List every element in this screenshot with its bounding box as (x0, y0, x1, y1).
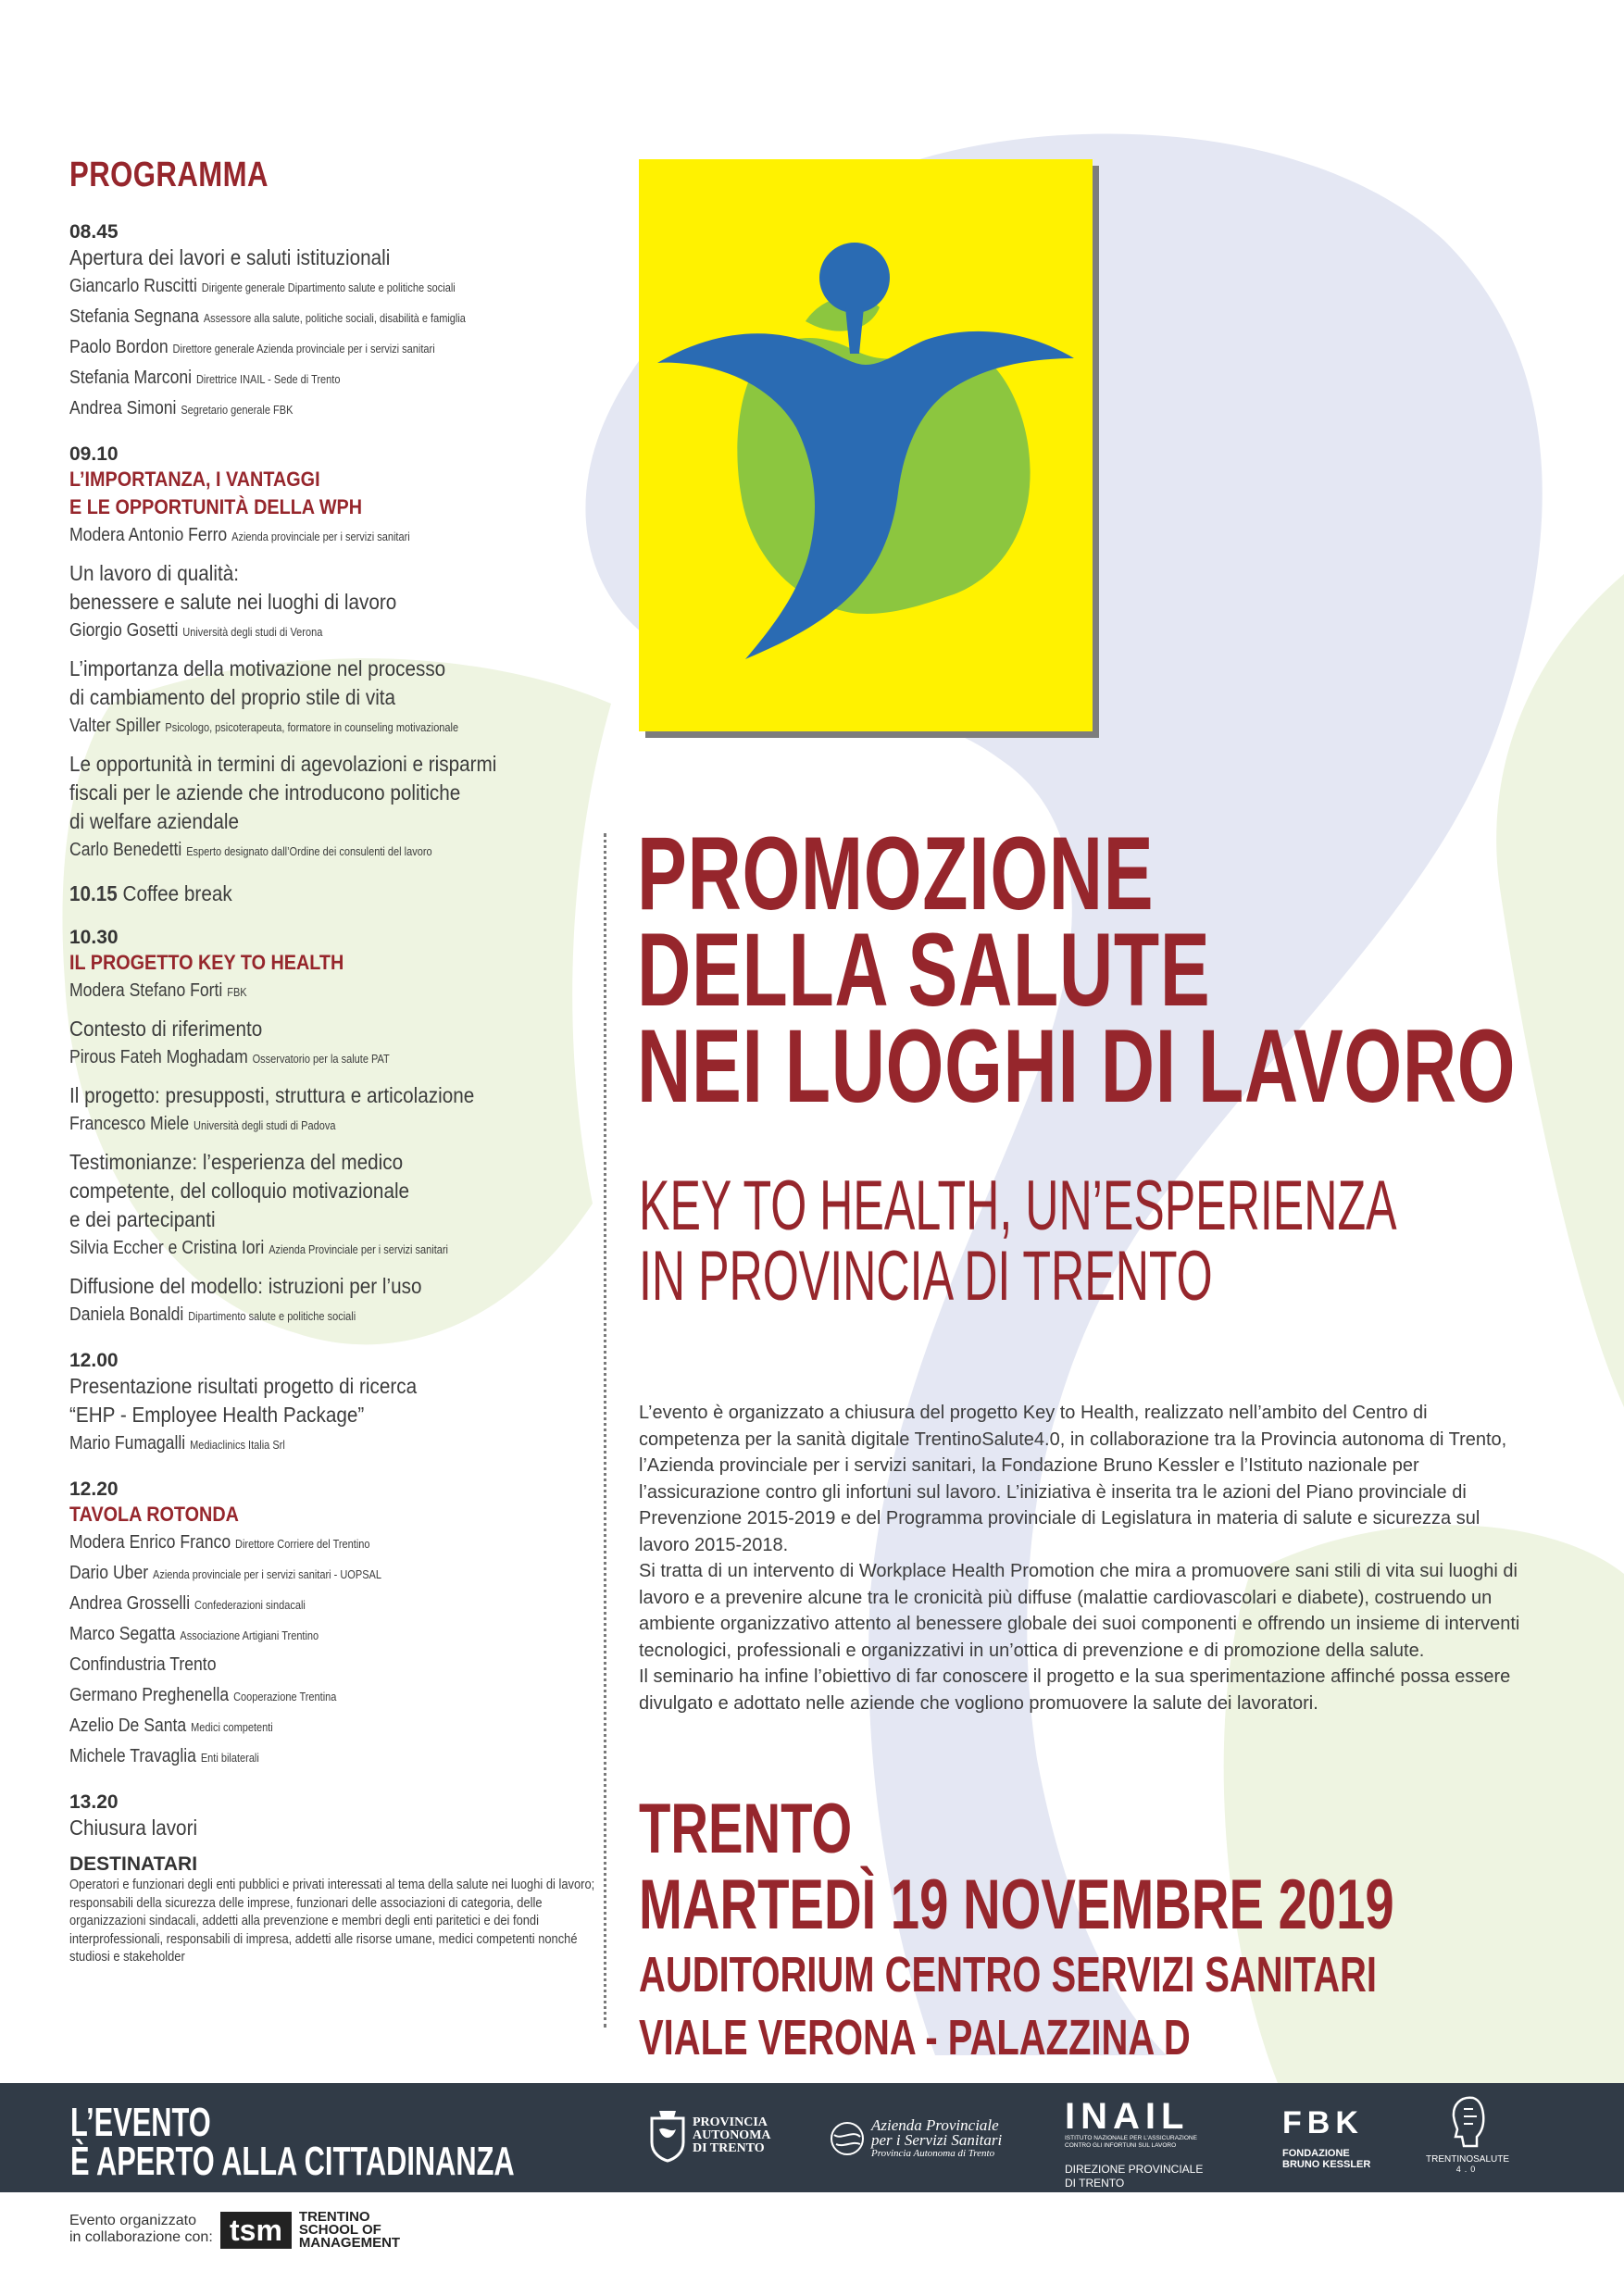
talk-title: e dei partecipanti (69, 1207, 216, 1231)
trentino-salute-logo: TRENTINOSALUTE 4.0 (1426, 2094, 1509, 2174)
talk-title: “EHP - Employee Health Package” (69, 1403, 365, 1427)
time-1220: 12.20 (69, 1479, 119, 1500)
talk-title: Le opportunità in termini di agevolazioni e risparmi (69, 752, 497, 776)
intro-paragraph: Il seminario ha infine l’obiettivo di far conoscere il progetto e la sua sperimentazione affinché possa essere divulgato e adottato nelle aziende che vogliono promuovere la salute dei lavoratori. (639, 1666, 1511, 1714)
time-1030: 10.30 (69, 927, 119, 948)
program-block-round-table (69, 1479, 588, 1773)
session-title: Apertura dei lavori e saluti istituzionali (69, 245, 391, 269)
speaker: Pirous Fateh Moghadam Osservatorio per la salute PAT (69, 1047, 390, 1067)
fbk-mark-icon: FBK (1282, 2105, 1364, 2140)
main-title (637, 816, 1624, 1124)
talk-title: L’importanza della motivazione nel processo (69, 656, 446, 680)
speaker: Stefania Segnana Assessore alla salute, politiche sociali, disabilità e famiglia (69, 306, 466, 327)
speaker: Michele Travaglia Enti bilaterali (69, 1746, 259, 1766)
program-block-opening (69, 221, 588, 425)
section-title: TAVOLA ROTONDA (69, 1503, 239, 1526)
fbk-logo: FBK FONDAZIONE BRUNO KESSLER (1282, 2105, 1371, 2170)
time-0845: 08.45 (69, 221, 119, 243)
coffee-break: 10.15 Coffee break (69, 881, 232, 905)
talk-title: fiscali per le aziende che introducono politiche (69, 780, 461, 805)
event-date: MARTEDÌ 19 NOVEMBRE 2019 (639, 1866, 1394, 1944)
title-line: PROMOZIONE (637, 816, 1155, 931)
speaker: Mario Fumagalli Mediaclinics Italia Srl (69, 1433, 285, 1454)
speaker: Valter Spiller Psicologo, psicoterapeuta, formatore in counseling motivazionale (69, 716, 459, 736)
talk-title: Il progetto: presupposti, struttura e articolazione (69, 1083, 475, 1107)
event-address: VIALE VERONA - PALAZZINA D (639, 2010, 1191, 2065)
section-title: IL PROGETTO KEY TO HEALTH (69, 951, 344, 974)
speaker: Stefania Marconi Direttrice INAIL - Sede di Trento (69, 368, 341, 388)
time-0910: 09.10 (69, 443, 119, 465)
pat-logo: PROVINCIA AUTONOMA DI TRENTO (648, 2109, 771, 2163)
speaker: Azelio De Santa Medici competenti (69, 1716, 273, 1736)
apss-logo: Azienda Provinciale per i Servizi Sanitari Provincia Autonoma di Trento (829, 2118, 1002, 2159)
dotted-divider (604, 833, 606, 2028)
blue-neck (845, 307, 864, 354)
speaker: Andrea Grosselli Confederazioni sindacali (69, 1593, 306, 1614)
open-to-public: L’EVENTO È APERTO ALLA CITTADINANZA (70, 2100, 515, 2184)
event-city: TRENTO (639, 1790, 853, 1868)
subtitle-line: IN PROVINCIA DI TRENTO (639, 1237, 1213, 1316)
speaker: Giorgio Gosetti Università degli studi di Verona (69, 620, 323, 641)
subtitle-line: KEY TO HEALTH, UN’ESPERIENZA (639, 1167, 1397, 1245)
intro-text (639, 1400, 1528, 1716)
head-profile-icon (1449, 2094, 1486, 2150)
footer-bar (0, 2083, 1624, 2192)
figure-icon (639, 159, 1093, 731)
talk-title: Presentazione risultati progetto di ricerca (69, 1374, 418, 1398)
talk-title: competente, del colloquio motivazionale (69, 1179, 410, 1203)
talk-title: benessere e salute nei luoghi di lavoro (69, 590, 397, 614)
key-to-health-logo (639, 159, 1093, 731)
time-1200: 12.00 (69, 1350, 119, 1371)
globe-icon (829, 2120, 866, 2157)
speaker: Confindustria Trento (69, 1654, 217, 1675)
tsm-logo (220, 2211, 400, 2250)
title-line: NEI LUOGHI DI LAVORO (637, 1008, 1517, 1124)
talk-title: Testimonianze: l’esperienza del medico (69, 1150, 404, 1174)
time-1320: 13.20 (69, 1791, 119, 1813)
talk-title: Diffusione del modello: istruzioni per l’uso (69, 1274, 422, 1298)
talk-title: Un lavoro di qualità: (69, 561, 239, 585)
speaker: Carlo Benedetti Esperto designato dall’Ordine dei consulenti del lavoro (69, 840, 432, 860)
tsm-mark: tsm (220, 2212, 292, 2249)
speaker: Marco Segatta Associazione Artigiani Trentino (69, 1624, 319, 1644)
speaker: Modera Enrico Franco Direttore Corriere del Trentino (69, 1532, 370, 1553)
event-details (639, 1791, 1624, 2069)
title-line: DELLA SALUTE (637, 912, 1211, 1028)
program-block-key-to-health (69, 927, 588, 1331)
talk-title: di cambiamento del proprio stile di vita (69, 685, 396, 709)
speaker: Silvia Eccher e Cristina Iori Azienda Provinciale per i servizi sanitari (69, 1238, 448, 1258)
blue-head (819, 243, 890, 313)
program-column (69, 156, 595, 1966)
speaker: Daniela Bonaldi Dipartimento salute e politiche sociali (69, 1304, 356, 1325)
event-venue: AUDITORIUM CENTRO SERVIZI SANITARI (639, 1947, 1378, 2003)
speaker: Paolo Bordon Direttore generale Azienda provinciale per i servizi sanitari (69, 337, 435, 357)
moderator: Modera Antonio Ferro Azienda provinciale per i servizi sanitari (69, 525, 410, 545)
intro-paragraph: Si tratta di un intervento di Workplace Health Promotion che mira a promuovere sani stili di vita sui luoghi di lavoro e a prevenire alcune tra le cronicità più diffuse (malattie cardiovascolari e diabete), costruendo un ambiente organizzativo attento al benessere globale dei suoi componenti e offrendo un insieme di interventi tecnologici, professionali e organizzativi in un’ottica di prevenzione e di promozione della salute. (639, 1561, 1520, 1661)
destinatari-text: Operatori e funzionari degli enti pubblici e privati interessati al tema della salute nei luoghi di lavoro; responsabili della sicurezza delle imprese, funzionari delle associazioni di categoria, delle organizzazioni sindacali, addetti alla prevenzione e membri degli enti paritetici e dei fondi interprofessionali, responsabili di impresa, addetti alle risorse umane, medici competenti nonché studiosi e stakeholder (69, 1877, 595, 1965)
program-title: PROGRAMMA (69, 156, 269, 194)
destinatari-title: DESTINATARI (69, 1853, 198, 1875)
talk-title: Contesto di riferimento (69, 1017, 263, 1041)
speaker: Andrea Simoni Segretario generale FBK (69, 398, 294, 418)
section-title: E LE OPPORTUNITÀ DELLA WPH (69, 495, 363, 518)
organizer-label: Evento organizzato in collaborazione con: (69, 2213, 213, 2245)
program-block-closing (69, 1791, 588, 1842)
closing-label: Chiusura lavori (69, 1816, 198, 1840)
speaker: Dario Uber Azienda provinciale per i servizi sanitari - UOPSAL (69, 1563, 381, 1583)
speaker: Germano Preghenella Cooperazione Trentina (69, 1685, 337, 1705)
talk-title: di welfare aziendale (69, 809, 239, 833)
program-block-wph (69, 443, 588, 867)
program-block-ehp (69, 1350, 588, 1460)
subtitle (639, 1167, 1624, 1316)
speaker: Francesco Miele Università degli studi di Padova (69, 1114, 336, 1134)
coat-of-arms-icon (648, 2109, 687, 2163)
inail-logo: INAIL ISTITUTO NAZIONALE PER L’ASSICURAZIONE CONTRO GLI INFORTUNI SUL LAVORO DIREZIONE PROVINCIALE DI TRENTO (1065, 2096, 1204, 2190)
speaker: Giancarlo Ruscitti Dirigente generale Dipartimento salute e politiche sociali (69, 276, 456, 296)
tsm-name: TRENTINO SCHOOL OF MANAGEMENT (298, 2209, 401, 2251)
section-title: L’IMPORTANZA, I VANTAGGI (69, 468, 320, 491)
moderator: Modera Stefano Forti FBK (69, 980, 247, 1001)
intro-paragraph: L’evento è organizzato a chiusura del progetto Key to Health, realizzato nell’ambito del Centro di competenza per la sanità digitale TrentinoSalute4.0, in collaborazione tra la Provincia autonoma di Trento, l’Azienda provinciale per i servizi sanitari, la Fondazione Bruno Kessler e l’Istituto nazionale per l’assicurazione contro gli infortuni sul lavoro. L’iniziativa è inserita tra le azioni del Piano provinciale di Prevenzione 2015-2019 e del Programma provinciale di Legislatura in materia di salute e sicurezza sul lavoro 2015-2018. (639, 1403, 1507, 1555)
